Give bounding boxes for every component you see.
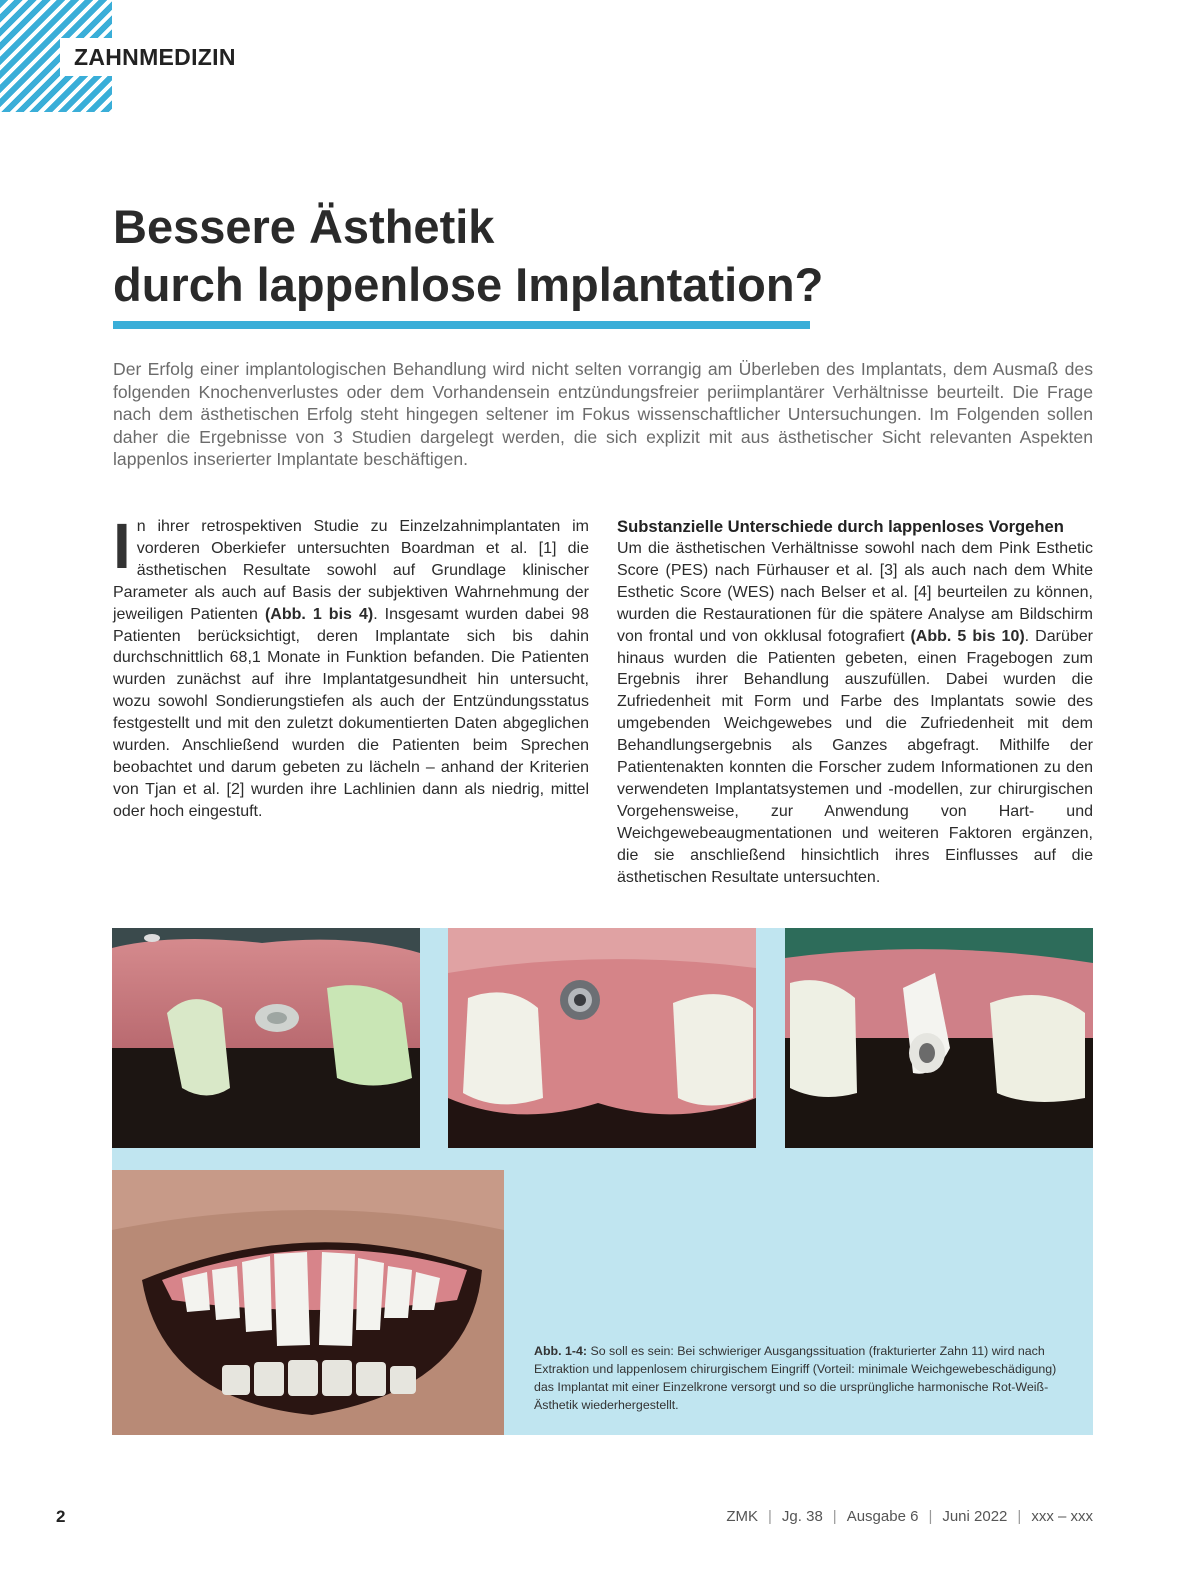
journal-name: ZMK <box>726 1508 759 1525</box>
article-lead: Der Erfolg einer implantologischen Behandlung wird nicht selten vorrangig am Überleben des Implantats, dem Ausmaß des folgenden Knochenverlustes oder dem Vorhandensein entzündungsfreier periimplantärer Verhältnisse beurteilt. Die Frage nach dem ästhetischen Erfolg steht hingegen seltener im Fokus wissenschaftlicher Untersuchungen. Im Folgenden sollen daher die Ergebnisse von 3 Studien dargelegt werden, die sich explizit mit aus ästhetischer Sicht relevanten Aspekten lappenlos inserierter Implantate beschäftigen. <box>113 359 1093 470</box>
photo-final-smile <box>112 1170 504 1435</box>
photo-abutment <box>785 928 1093 1148</box>
section-label: ZAHNMEDIZIN <box>60 38 250 76</box>
photo-implant-inserted <box>448 928 756 1148</box>
figure-caption <box>534 1342 1074 1414</box>
subheading: Substanzielle Unterschiede durch lappenloses Vorgehen <box>617 517 1064 536</box>
body-column-right <box>617 516 1093 889</box>
journal-pages: xxx – xxx <box>1031 1508 1093 1525</box>
journal-date: Juni 2022 <box>942 1508 1008 1525</box>
body-text: . Insgesamt wurden dabei 98 Patienten berücksichtigt, deren Implantate sich bis dahin durchschnittlich 68,1 Monate in Funktion befanden. Die Patienten wurden zunächst auf ihre Implantatgesundheit hin untersucht, wozu sowohl Sondierungstiefen als auch der Entzündungsstatus festgestellt und mit den zuletzt dokumentierten Daten abgeglichen wurden. Anschließend wurden die Patienten beim Sprechen beobachtet und darum gebeten zu lächeln – anhand der Kriterien von Tjan et al. [2] wurden ihre Lachlinien dann als niedrig, mittel oder hoch eingestuft. <box>113 605 590 820</box>
caption-label: Abb. 1-4: <box>534 1344 588 1358</box>
body-text: Um die ästhetischen Verhältnisse sowohl nach dem Pink Esthetic Score (PES) nach Fürhauser et al. [3] als auch nach dem White Esthetic Score (WES) nach Belser et al. [4] beurteilen zu können, wurden die Restaurationen für die spätere Analyse am Bildschirm von frontal und von okklusal fotografiert <box>617 540 1093 645</box>
body-text: n ihrer retrospektiven Studie zu Einzelzahnimplantaten im vorderen Oberkiefer untersuchten Boardman et al. [1] die ästhetischen Resultate sowohl auf Grundlage klinischer Parameter als auch auf Basis der subjektiven Wahrnehmung der jeweiligen Patienten <box>113 518 589 623</box>
title-line-2: durch lappenlose Implantation? <box>113 258 824 311</box>
journal-volume: Jg. 38 <box>781 1508 823 1525</box>
drop-cap: I <box>113 510 131 582</box>
page-number: 2 <box>56 1507 66 1526</box>
body-text: . Darüber hinaus wurden die Patienten gebeten, einen Fragebogen zum Ergebnis ihrer Behandlung auszufüllen. Dabei wurden die Zufriedenheit mit Form und Farbe des Implantats sowie des umgebenden Weichgewebes und die Zufriedenheit mit dem Behandlungsergebnis als Ganzes abgefragt. Mithilfe der Patientenakten konnten die Forscher zudem Informationen zu den verwendeten Implantatsystemen und -modellen, zur chirurgischen Vorgehensweise, zur Anwendung von Hart- und Weichgewebeaugmentationen und weiteren Faktoren ergänzen, die sie anschließend hinsichtlich ihres Einflusses auf die ästhetischen Resultate untersuchten. <box>617 627 1093 886</box>
figure-reference: (Abb. 5 bis 10) <box>910 627 1025 645</box>
figure-reference: (Abb. 1 bis 4) <box>264 605 374 623</box>
journal-footer: ZMK | Jg. 38 | Ausgabe 6 | Juni 2022 | xxx – xxx <box>726 1508 1093 1525</box>
title-underline <box>113 321 810 329</box>
caption-text: So soll es sein: Bei schwieriger Ausgangssituation (frakturierter Zahn 11) wird nach Extraktion und lappenlosem chirurgischem Eingriff (Vorteil: minimale Weichgewebeschädigung) das Implantat mit einer Einzelkrone versorgt und so die ursprüngliche harmonische Rot-Weiß-Ästhetik wiederhergestellt. <box>534 1344 1057 1412</box>
body-column-left <box>113 510 590 823</box>
journal-issue: Ausgabe 6 <box>846 1508 919 1525</box>
photo-fractured-tooth <box>112 928 420 1148</box>
title-line-1: Bessere Ästhetik <box>113 200 495 253</box>
article-title <box>113 198 1013 314</box>
